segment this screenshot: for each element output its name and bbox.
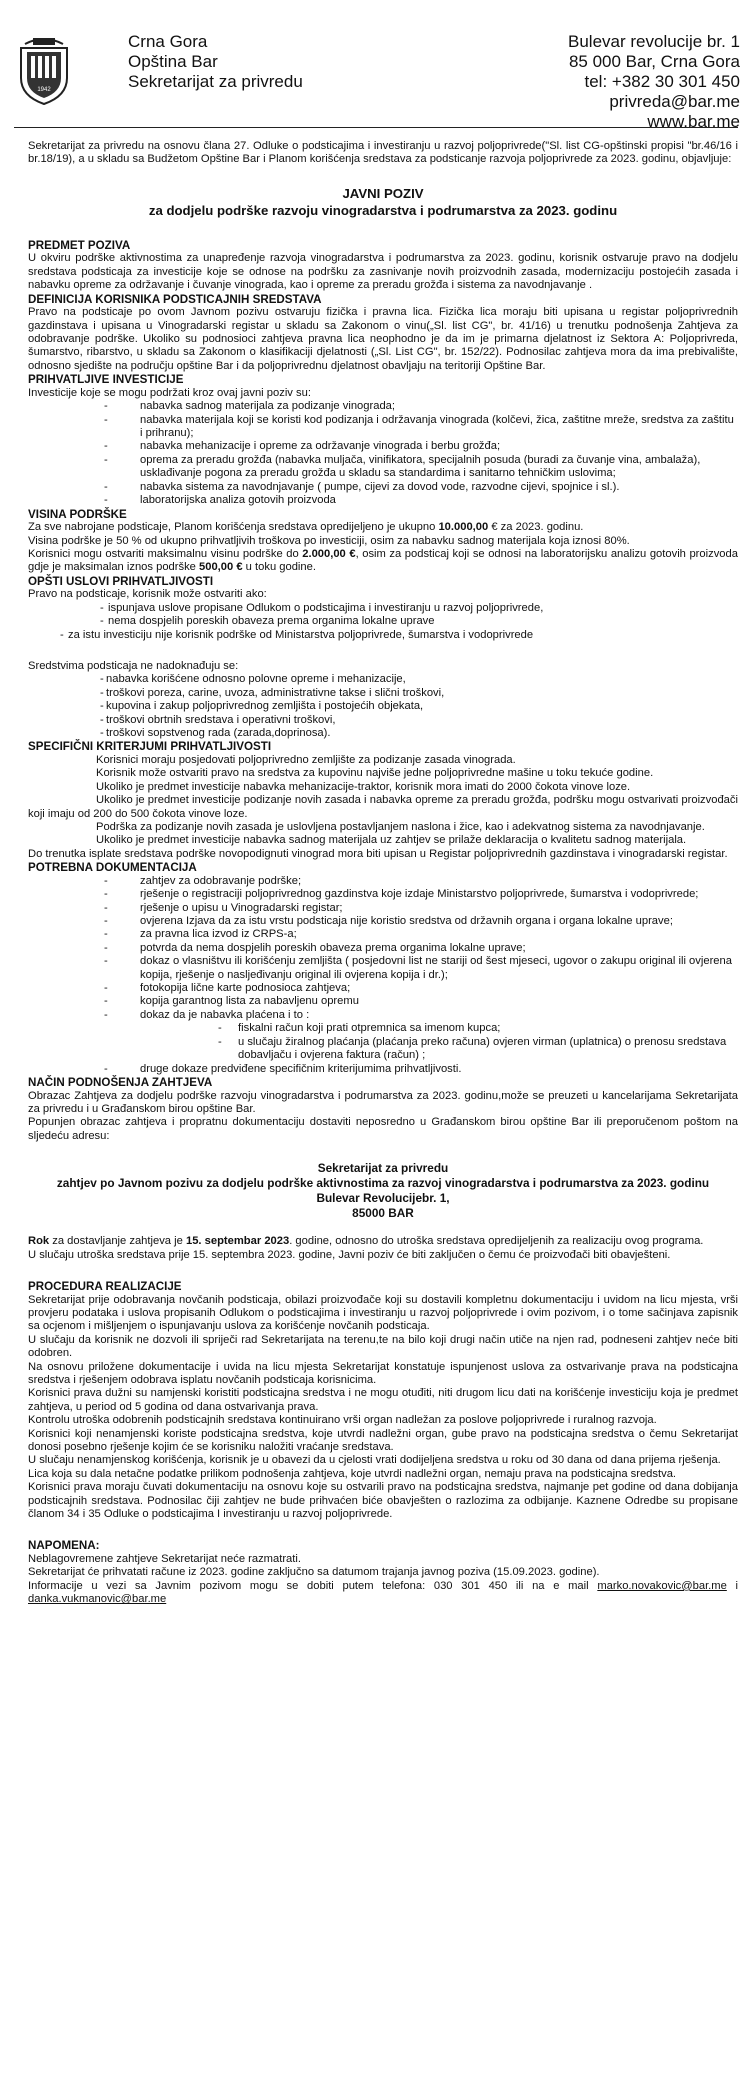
list-item: - rješenje o upisu u Vinogradarski registar; <box>28 902 738 915</box>
list-item: - kupovina i zakup poljoprivrednog zemljišta i postojećih objekata, <box>28 700 738 713</box>
list-item: - za pravna lica izvod iz CRPS-a; <box>28 928 738 941</box>
note-heading: NAPOMENA: <box>28 1539 100 1553</box>
procedure-paragraph: Lica koja su dala netačne podatke prilikom podnošenja zahtjeva, koje utvrdi nadležni organ, nemaju prava na podsticajna sredstva. <box>28 1467 677 1480</box>
title-line-2: za dodjelu podrške razvoju vinogradarstva i podrumarstva za 2023. godinu <box>148 202 618 218</box>
documents-list <box>28 875 738 1022</box>
list-item: - nabavka sadnog materijala za podizanje vinograda; <box>28 400 738 413</box>
specific-final: Do trenutka isplate sredstava podrške novopodignuti vinograd mora biti upisan u Registar poljoprivrednih gazdinstava i vinogradarski registar. <box>28 847 728 860</box>
lab-max-amount: 500,00 € <box>199 561 243 574</box>
list-item: - za istu investiciju nije korisnik podrške od Ministarstva poljoprivrede, šumarstva i vodoprivrede <box>28 629 738 642</box>
note-line: Neblagovremene zahtjeve Sekretarijat neće razmatrati. <box>28 1553 301 1566</box>
header-right <box>568 32 740 132</box>
list-item: - nabavka mehanizacije i opreme za održavanje vinograda i berbu grožđa; <box>28 440 738 453</box>
eligible-heading: PRIHVATLJIVE INVESTICIJE <box>28 373 184 387</box>
note-line: Sekretarijat će prihvatati račune iz 2023. godine zaključno sa datumom trajanja javnog poziva (15.09.2023. godine). <box>28 1566 600 1579</box>
costs-intro: Sredstvima podsticaja ne nadoknađuju se: <box>28 659 239 672</box>
procedure-paragraph: Korisnici koji nenamjenski koriste podsticajna sredstva, koje utvrdi nadležni organ, gube pravo na podsticajna sredstva o čemu Sekretarijat donosi posebno rješenje kojim će se korisniku naložiti vraćanje sredstava. <box>28 1427 738 1453</box>
header-city: 85 000 Bar, Crna Gora <box>568 52 740 71</box>
exhaustion-text: U slučaju utroška sredstava prije 15. septembra 2023. godine, Javni poziv će biti zaključen o čemu će proizvođači biti obavješteni. <box>28 1248 671 1261</box>
list-item: - nabavka sistema za navodnjavanje ( pumpe, cijevi za dovod vode, razvodne cijevi, spojnice i sl.). <box>28 481 738 494</box>
amount-total: Za sve nabrojane podsticaje, Planom korišćenja sredstava opredijeljeno je ukupno 10.000,00 € za 2023. godinu. <box>28 521 584 534</box>
list-item: - potvrda da nema dospjelih poreskih obaveza prema organima lokalne uprave; <box>28 942 738 955</box>
users-heading: DEFINICIJA KORISNIKA PODSTICAJNIH SREDSTAVA <box>28 292 322 306</box>
list-item: - troškovi poreza, carine, uvoza, administrativne takse i slični troškovi, <box>28 687 738 700</box>
title-line-1: JAVNI POZIV <box>342 185 424 201</box>
intro-paragraph: Sekretarijat za privredu na osnovu člana 27. Odluke o podsticajima i investiranju u razvoj poljoprivrede("Sl. list CG-opštinski propisi "br.46/16 i br.18/19), a u skladu sa Budžetom Opštine Bar i Planom korišćenja sredstava za podsticanje razvoja poljoprivrede za 2023. godinu, objavljuje: <box>28 140 738 166</box>
procedure-paragraph: U slučaju nenamjenskog korišćenja, korisnik je u obavezi da u cjelosti vrati dodijeljena sredstva u roku od 30 dana od dana prijema rješenja. <box>28 1454 721 1467</box>
eligible-list <box>28 400 738 507</box>
subject-heading: PREDMET POZIVA <box>28 238 131 252</box>
specific-item: Podrška za podizanje novih zasada je uslovljena postavljanjem naslona i žice, kao i adekvatnog sistema za navodnjavanje. <box>96 821 705 833</box>
list-item: - oprema za preradu grožđa (nabavka muljača, vinifikatora, specijalnih posuda (buradi za čuvanje vina, ambalaža), usklađivanje pogona za preradu grožđa u skladu sa standardima i sanitarno tehničkim uslovima; <box>28 454 738 481</box>
list-item: - zahtjev za odobravanje podrške; <box>28 875 738 888</box>
header-left <box>128 32 303 92</box>
payment-proof-list <box>28 1022 738 1062</box>
list-item: - u slučaju žiralnog plaćanja (plaćanja preko računa) ovjeren virman (uplatnica) o prenosu sredstava dobavljaču i ovjerena faktura (račun) ; <box>28 1036 738 1063</box>
mailing-address <box>28 1161 738 1221</box>
header-website[interactable]: www.bar.me <box>647 112 740 131</box>
list-item: - rješenje o registraciji poljoprivrednog gazdinstva koje izdaje Ministarstvo poljoprivrede, šumarstva i vodoprivrede; <box>28 888 738 901</box>
procedure-paragraph: Sekretarijat prije odobravanja novčanih podsticaja, obilazi proizvođače koji su dostavili kompletnu dokumentaciju i uvidom na licu mjesta, vrši provjeru podataka i uslova propisanih Odlukom o podsticajima i investiranju u razvoj poljoprivrede i ovim pozivom, i o tome sačinjava zapisnik sa ocjenom i mišljenjem o ispunjavanju uslova za korišćenje novčanih podsticaja. <box>28 1293 738 1333</box>
documents-list-last <box>28 1063 738 1076</box>
list-item: - fotokopija lične karte podnosioca zahtjeva; <box>28 982 738 995</box>
list-item: - nabavka materijala koji se koristi kod podizanja i održavanja vinograda (kolčevi, žica, zaštitne mreže, sredstva za zaštitu i prihranu); <box>28 414 738 441</box>
crest-year: 1942 <box>37 87 51 93</box>
amount-percentage: Visina podrške je 50 % od ukupno prihvatljivih troškova po investiciji, osim za nabavku sadnog materijala koja iznosi 80%. <box>28 534 630 547</box>
general-intro: Pravo na podsticaje, korisnik može ostvariti ako: <box>28 588 267 601</box>
list-item: - laboratorijska analiza gotovih proizvoda <box>28 494 738 507</box>
subject-text: U okviru podrške aktivnostima za unapređenje razvoja vinogradarstva i podrumarstva za 2023. godinu, korisnik ostvaruje pravo na dodjelu sredstava podsticaja za investicije koje se odnose na podršku za zasnivanje novih proizvodnih zasada, modernizaciju postojećih zasada i nabavku opreme za održavanje i čuvanje vinograda, kao i opreme za preradu grožđa i sistema za navodnjavanje . <box>28 252 738 292</box>
submission-heading: NAČIN PODNOŠENJA ZAHTJEVA <box>28 1075 213 1089</box>
procedure-paragraph: Korisnici prava moraju čuvati dokumentaciju na osnovu koje su ostvarili pravo na podsticajna sredstva, najmanje pet godine od dana dobijanja podsticajnih sredstava. Podnosilac čiji zahtjev ne bude prihvaćen biće obavješten o razlozima za odbijanje. Kaznene Odredbe su propisane članom 34 i 35 Odluke o podsticajima I investiranju u razvoj poljoprivrede. <box>28 1481 738 1521</box>
list-item: - dokaz o vlasništvu ili korišćenju zemljišta ( posjedovni list ne stariji od šest mjeseci, ugovor o zakupu original ili ovjerena kopija, rješenje o nasljeđivanju original ili ovjerena kopija i dr.); <box>28 955 738 982</box>
list-item: - kopija garantnog lista za nabavljenu opremu <box>28 995 738 1008</box>
procedure-paragraph: Korisnici prava dužni su namjenski koristiti podsticajna sredstva i ne mogu otuđiti, niti drugom licu dati na korišćenje investiciju koja je predmet zahtjeva, u period od 5 godina od dana ostvarivanja prava. <box>28 1387 738 1413</box>
list-item: - ispunjava uslove propisane Odlukom o podsticajima i investiranju u razvoj poljoprivrede, <box>28 602 738 615</box>
header-divider <box>14 127 738 128</box>
deadline-text: Rok za dostavljanje zahtjeva je 15. septembar 2023. godine, odnosno do utroška sredstava opredijeljenih za realizaciju ovog programa. <box>28 1235 704 1248</box>
general-heading: OPŠTI USLOVI PRIHVATLJIVOSTI <box>28 574 214 588</box>
list-item: - dokaz da je nabavka plaćena i to : <box>28 1009 738 1022</box>
list-item: - nema dospjelih poreskih obaveza prema organima lokalne uprave <box>28 615 738 628</box>
list-item: - ovjerena Izjava da za istu vrstu podsticaja nije koristio sredstva od državnih organa i organa lokalne uprave; <box>28 915 738 928</box>
header-department: Sekretarijat za privredu <box>128 72 303 91</box>
document-title <box>28 185 738 219</box>
procedure-paragraph: Na osnovu priložene dokumentacije i uvida na licu mjesta Sekretarijat konstatuje ispunjenost uslova za ostvarivanje prava na podsticajna sredstva i rješenjem odobrava isplatu novčanih podsticaja korisnicima. <box>28 1360 738 1386</box>
coat-of-arms-icon <box>15 34 73 106</box>
list-item: - troškovi sopstvenog rada (zarada,doprinosa). <box>28 727 738 740</box>
users-text: Pravo na podsticaje po ovom Javnom pozivu ostvaruju fizička i pravna lica. Fizička lica moraju biti upisana u registar poljoprivrednih gazdinstava i upisana u Vinogradarski registar u skladu sa Zakonom o vinu(„Sl. list CG", br. 41/16) u trenutku podnošenja Zahtjeva za odobravanje podrške. Ukoliko su podnosioci zahtjeva pravna lica neophodno je da im je primarna djelatnost iz Sektora A: Poljoprivreda, šumarstvo, ribarstvo, u skladu sa Zakonom o klasifikaciji djelatnosti („Sl. List CG", br. 152/22). Podnosilac zahtjeva mora da ima prebivalište, odnosno sjedište na području opštine Bar i da poljoprivrednu djelatnost obavljaju na teritoriji Opštine Bar. <box>28 306 738 372</box>
procedure-paragraph: Kontrolu utroška odobrenih podsticajnih sredstava kontinuirano vrši organ nadležan za poslove poljoprivrede i ruralnog razvoja. <box>28 1414 657 1427</box>
address-line: Sekretarijat za privredu <box>317 1161 449 1176</box>
procedure-paragraph: U slučaju da korisnik ne dozvoli ili spriječi rad Sekretarijata na terenu,te na bilo koji drugi način utiče na njen rad, podneseni zahtjev neće biti odobren. <box>28 1333 738 1360</box>
document-body <box>28 140 738 1607</box>
specific-item: Ukoliko je predmet investicije podizanje novih zasada i nabavka opreme za preradu grožđa, podršku mogu ostvarivati proizvođači koji imaju od 200 do 500 čokota vinove loze. <box>28 794 738 820</box>
general-conditions-list <box>28 602 738 642</box>
amount-maximum: Korisnici mogu ostvariti maksimalnu visinu podrške do 2.000,00 €, osim za podsticaj koji se odnosi na laboratorijsku analizu gotovih proizvoda gdje je maksimalan iznos podrške 500,00 € u toku godine. <box>28 547 738 574</box>
submission-text-2: Popunjen obrazac zahtjeva i propratnu dokumentaciju dostaviti neposredno u Građanskom birou opštine Bar ili preporučenom poštom na sljedeću adresu: <box>28 1116 738 1142</box>
note-contact: Informacije u vezi sa Javnim pozivom mogu se dobiti putem telefona: 030 301 450 ili na e mail marko.novakovic@bar.me i danka.vukmanovic@bar.me <box>28 1579 739 1606</box>
total-amount: 10.000,00 <box>438 521 489 534</box>
amount-heading: VISINA PODRŠKE <box>28 507 127 521</box>
list-item: - fiskalni račun koji prati otpremnica sa imenom kupca; <box>28 1022 738 1035</box>
procedure-heading: PROCEDURA REALIZACIJE <box>28 1279 182 1293</box>
header-email[interactable]: privreda@bar.me <box>609 92 740 111</box>
max-amount: 2.000,00 € <box>302 547 356 560</box>
header-phone: tel: +382 30 301 450 <box>584 72 740 91</box>
email-link-1[interactable]: marko.novakovic@bar.me <box>597 1579 727 1592</box>
header-address: Bulevar revolucije br. 1 <box>568 32 740 51</box>
list-item: - nabavka korišćene odnosno polovne opreme i mehanizacije, <box>28 673 738 686</box>
email-link-2[interactable]: danka.vukmanovic@bar.me <box>28 1593 167 1606</box>
address-line: zahtjev po Javnom pozivu za dodjelu podrške aktivnostima za razvoj vinogradarstva i podrumarstva za 2023. godinu <box>56 1176 710 1191</box>
specific-item: Ukoliko je predmet investicije nabavka sadnog materijala uz zahtjev se prilaže deklaracija o kvalitetu sadnog materijala. <box>96 834 687 847</box>
address-line: 85000 BAR <box>352 1206 414 1221</box>
docs-heading: POTREBNA DOKUMENTACIJA <box>28 861 197 875</box>
deadline-date: 15. septembar 2023 <box>185 1235 290 1248</box>
eligible-intro: Investicije koje se mogu podržati kroz ovaj javni poziv su: <box>28 386 311 399</box>
header-country: Crna Gora <box>128 32 208 51</box>
specific-item: Ukoliko je predmet investicije nabavka mehanizacije-traktor, korisnik mora imati do 2000 čokota vinove loze. <box>96 780 631 793</box>
submission-text-1: Obrazac Zahtjeva za dodjelu podrške razvoju vinogradarstva i podrumarstva za 2023. godinu,može se preuzeti u kancelarijama Sekretarijata za privredu i u Građanskom birou opštine Bar. <box>28 1089 738 1115</box>
specific-heading: SPECIFIČNI KRITERJUMI PRIHVATLJIVOSTI <box>28 740 272 754</box>
specific-item: Korisnik može ostvariti pravo na sredstva za kupovinu najviše jedne poljoprivredne mašine u toku tekuće godine. <box>96 767 654 780</box>
letterhead <box>0 0 756 131</box>
specific-item: Korisnici moraju posjedovati poljoprivredno zemljište za podizanje zasada vinograda. <box>96 753 516 766</box>
header-municipality: Opština Bar <box>128 52 218 71</box>
address-line: Bulevar Revolucijebr. 1, <box>316 1191 450 1206</box>
excluded-costs-list <box>28 673 738 740</box>
list-item: - troškovi obrtnih sredstava i operativni troškovi, <box>28 714 738 727</box>
list-item: - druge dokaze predviđene specifičnim kriterijumima prihvatljivosti. <box>28 1063 738 1076</box>
